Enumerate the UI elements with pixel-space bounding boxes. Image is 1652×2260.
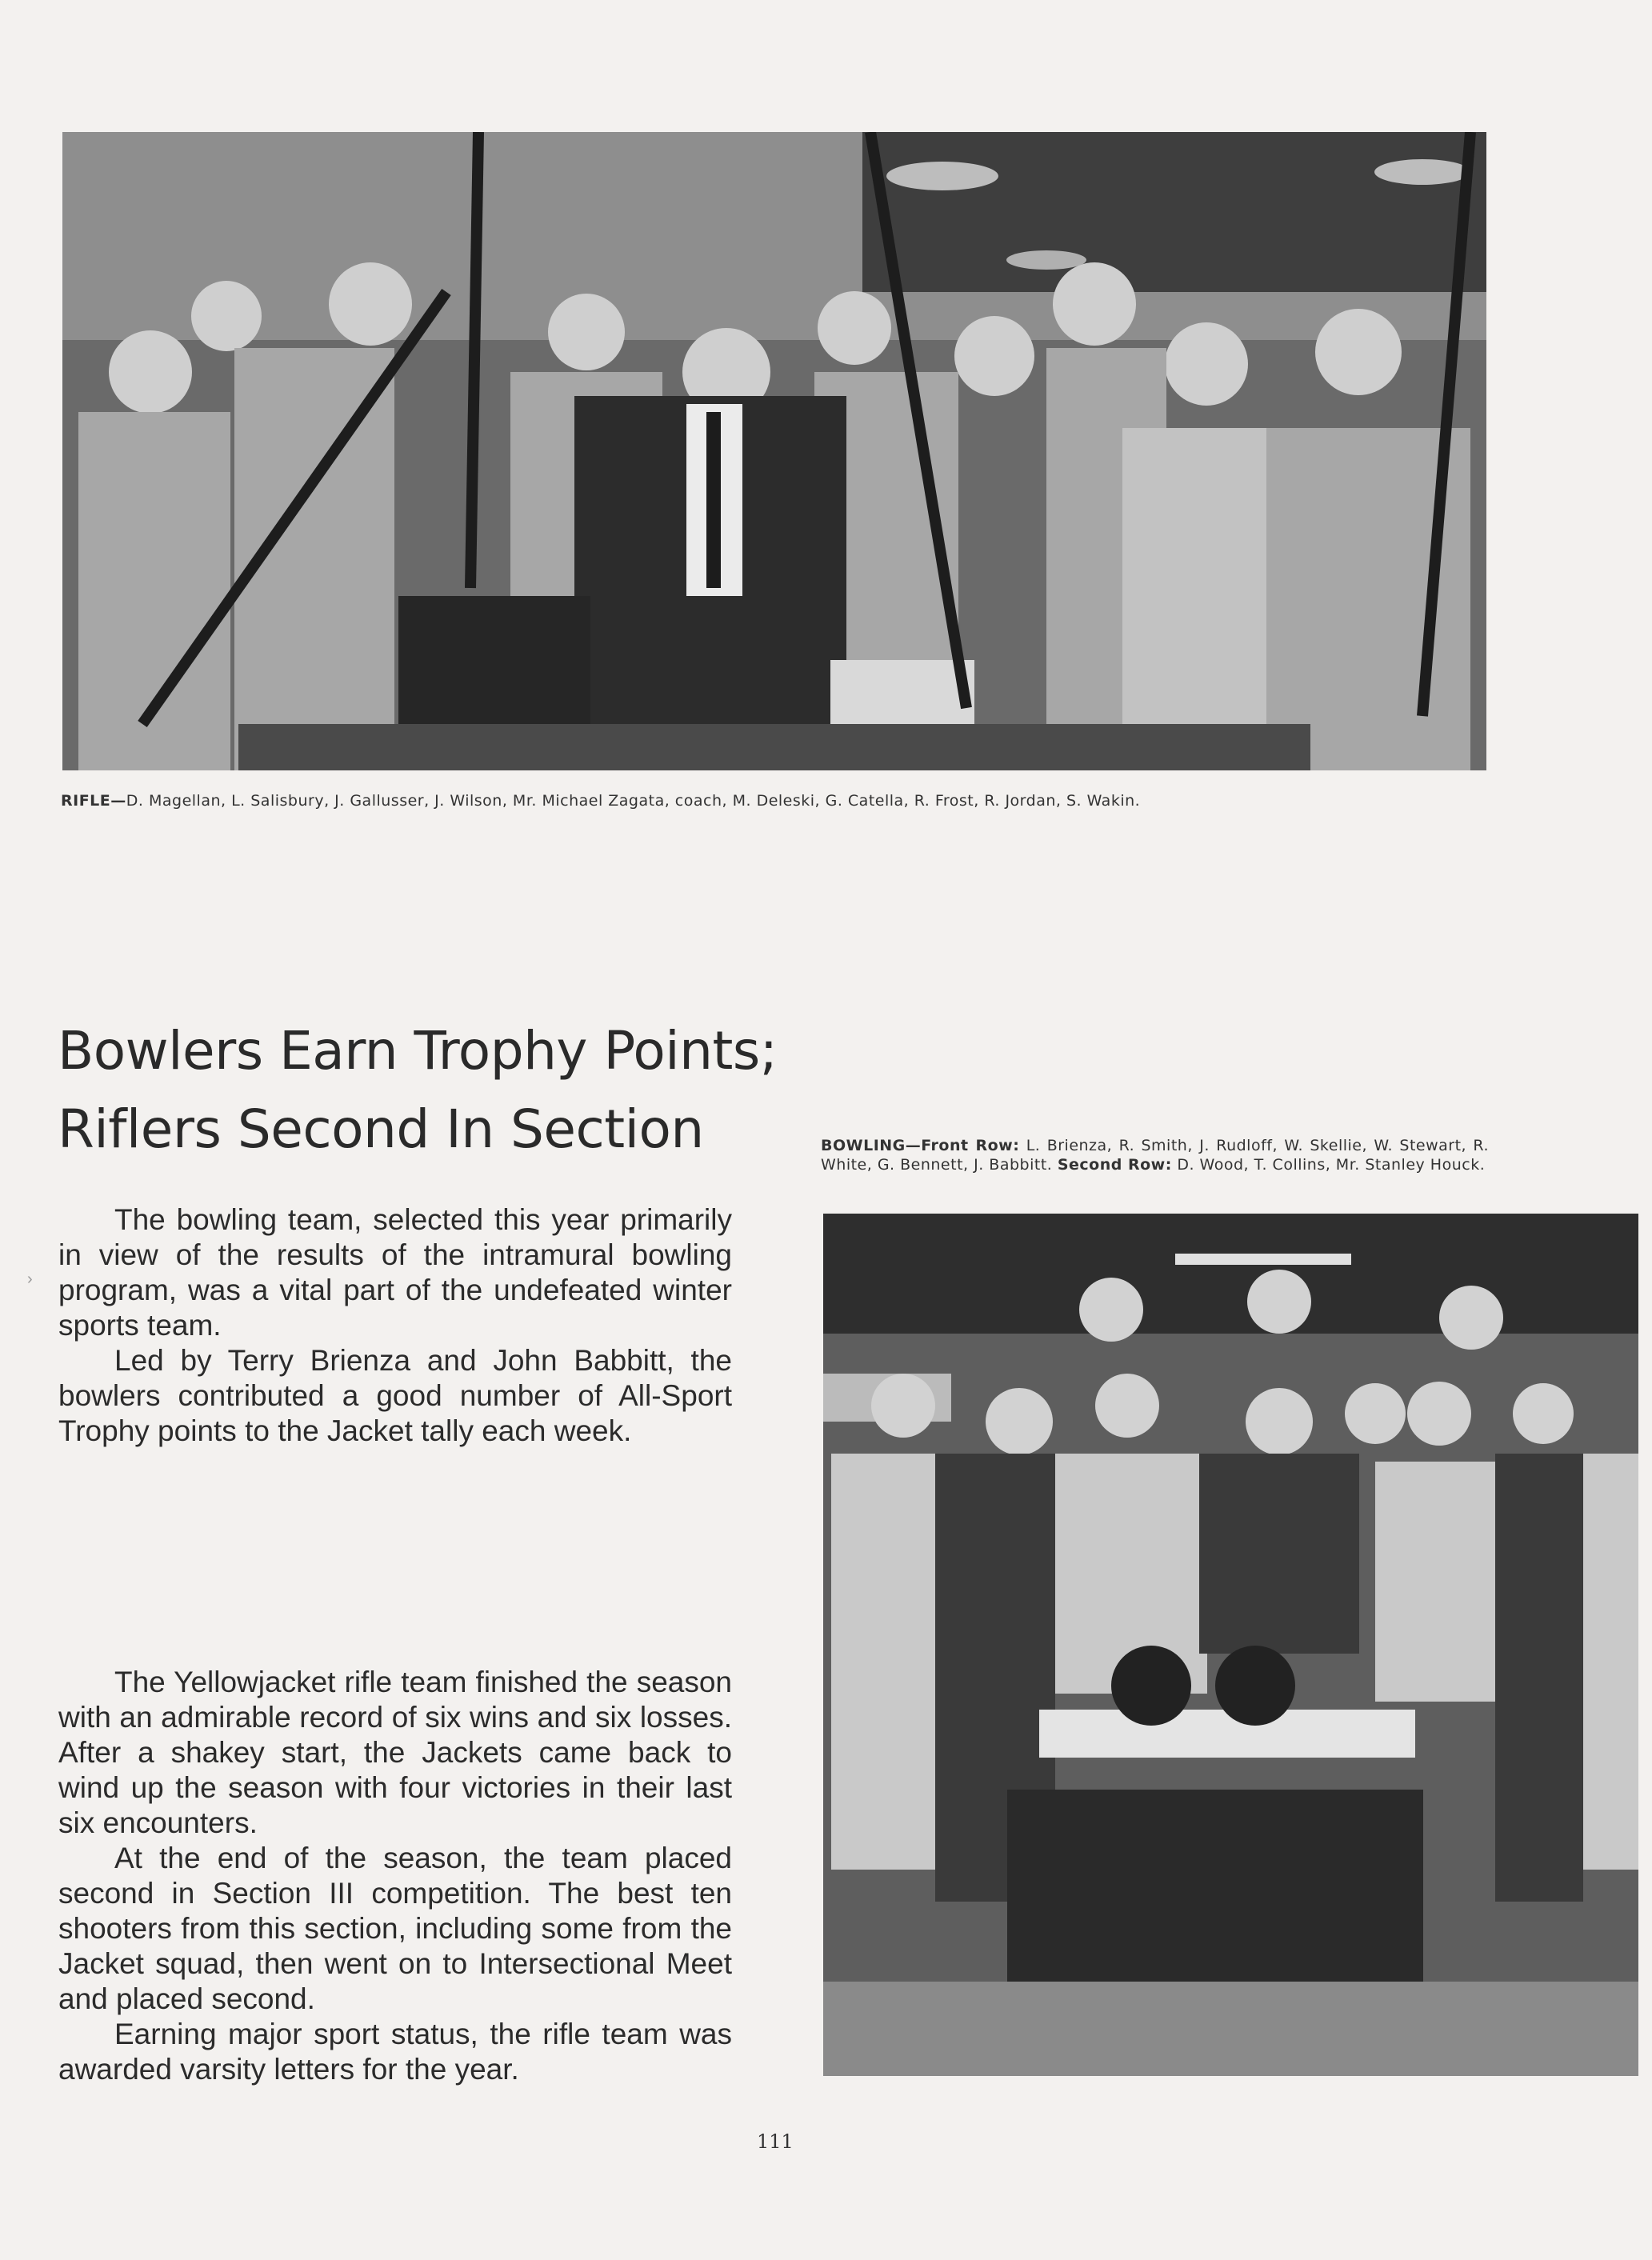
second-row-names: D. Wood, T. Collins, Mr. Stanley Houck.	[1171, 1156, 1486, 1174]
rifle-caption	[61, 792, 1485, 810]
rifle-caption-label: RIFLE—	[61, 792, 126, 810]
bowling-team-photo	[823, 1214, 1638, 2076]
rifle-photo-illustration	[62, 132, 1486, 770]
rifle-caption-names: D. Magellan, L. Salisbury, J. Gallusser, J. Wilson, Mr. Michael Zagata, coach, M. Deleski, G. Catella, R. Frost, R. Jordan, S. Wakin.	[126, 792, 1141, 810]
bowling-caption	[821, 1136, 1489, 1174]
headline-line-1: Bowlers Earn Trophy Points;	[58, 1020, 778, 1082]
rifle-paragraph-2: At the end of the season, the team placed second in Section III competition. The best ten shooters from this section, including some from the Jacket squad, then went on to Intersectional Meet and placed second.	[58, 1842, 732, 2015]
second-row-label: Second Row:	[1057, 1156, 1172, 1174]
rifle-paragraph-3: Earning major sport status, the rifle team was awarded varsity letters for the year.	[58, 2018, 732, 2086]
headline-line-2: Riflers Second In Section	[58, 1098, 704, 1160]
bowling-paragraph-1: The bowling team, selected this year primarily in view of the results of the intramural bowling program, was a vital part of the undefeated winter sports team.	[58, 1203, 732, 1342]
margin-mark: ›	[27, 1270, 33, 1288]
bowling-paragraph-2: Led by Terry Brienza and John Babbitt, the bowlers contributed a good number of All-Sport Trophy points to the Jacket tally each week.	[58, 1344, 732, 1447]
bowling-caption-label: BOWLING—	[821, 1137, 922, 1154]
front-row-names: L. Brienza, R. Smith, J. Rudloff, W. Skellie, W. Stewart, R. White, G. Bennett, J. Babbitt.	[821, 1137, 1489, 1174]
rifle-paragraph-1: The Yellowjacket rifle team finished the season with an admirable record of six wins and six losses. After a shakey start, the Jackets came back to wind up the season with four victories in their last six encounters.	[58, 1666, 732, 1839]
page-headline	[58, 1012, 826, 1169]
rifle-story	[58, 1665, 732, 2087]
page-number: 111	[757, 2130, 794, 2153]
rifle-team-photo	[62, 132, 1486, 770]
bowling-photo-illustration	[823, 1214, 1638, 2076]
bowling-story	[58, 1202, 732, 1449]
front-row-label: Front Row:	[921, 1137, 1020, 1154]
